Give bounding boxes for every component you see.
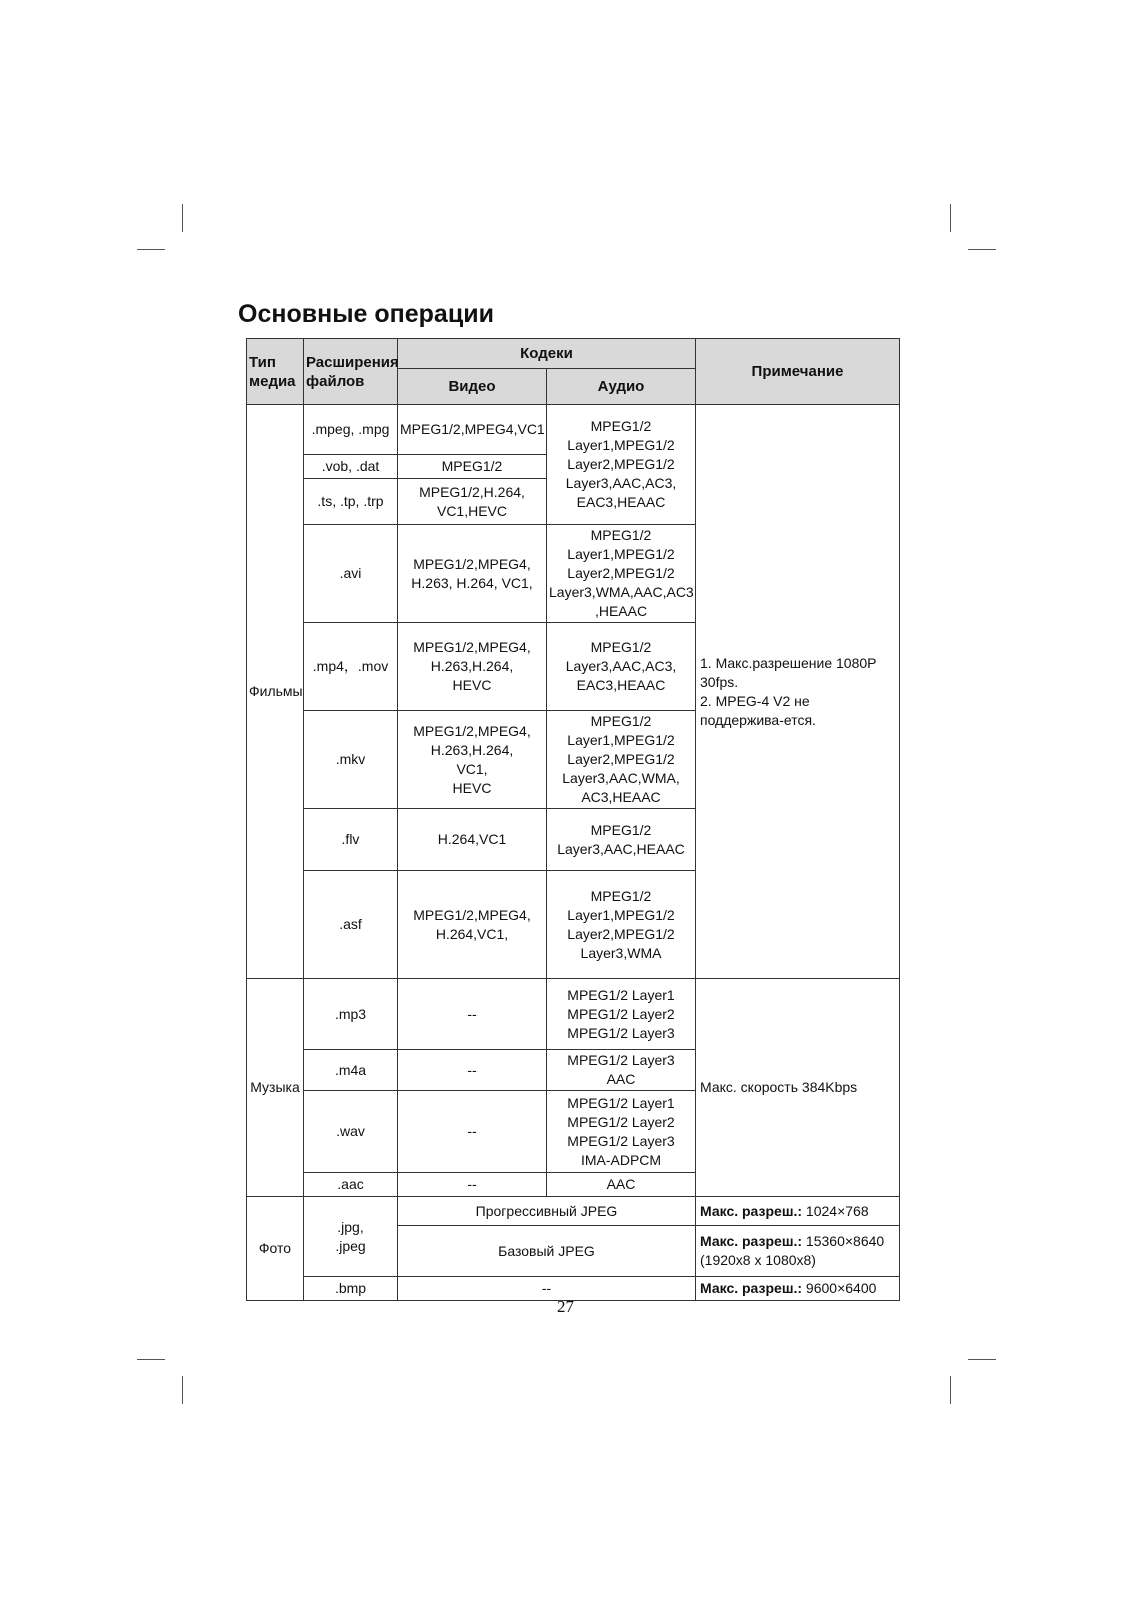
ext-cell: .bmp [304, 1277, 398, 1301]
header-video: Видео [398, 369, 547, 405]
movies-note: 1. Макс.разрешение 1080P 30fps. 2. MPEG-4 V2 не поддержива-ется. [696, 405, 900, 979]
crop-mark [968, 1359, 996, 1360]
max-res-value: 9600×6400 [802, 1280, 877, 1296]
video-cell: MPEG1/2,H.264, VC1,HEVC [398, 479, 547, 525]
ext-cell: .mp3 [304, 979, 398, 1050]
ext-cell: .wav [304, 1091, 398, 1173]
music-note: Макс. скорость 384Kbps [696, 979, 900, 1197]
video-cell: MPEG1/2,MPEG4, H.263,H.264, VC1, HEVC [398, 711, 547, 809]
audio-cell: MPEG1/2 Layer1,MPEG1/2 Layer2,MPEG1/2 Layer3,AAC,AC3, EAC3,HEAAC [547, 405, 696, 525]
video-cell: MPEG1/2,MPEG4,VC1 [398, 405, 547, 455]
ext-cell: .mkv [304, 711, 398, 809]
audio-cell: MPEG1/2 Layer1 MPEG1/2 Layer2 MPEG1/2 Layer3 [547, 979, 696, 1050]
video-cell: H.264,VC1 [398, 809, 547, 871]
video-cell: MPEG1/2,MPEG4, H.263,H.264, HEVC [398, 623, 547, 711]
crop-mark [182, 1376, 183, 1404]
max-res-label: Макс. разреш.: [700, 1233, 803, 1249]
crop-mark [137, 249, 165, 250]
crop-mark [950, 1376, 951, 1404]
video-cell: -- [398, 1091, 547, 1173]
crop-mark [950, 204, 951, 232]
page-number: 27 [557, 1297, 574, 1316]
photo-note [696, 1226, 900, 1277]
crop-mark [182, 204, 183, 232]
ext-cell: .ts, .tp, .trp [304, 479, 398, 525]
audio-cell: AAC [547, 1173, 696, 1197]
header-extensions: Расширения файлов [304, 339, 398, 405]
audio-cell: MPEG1/2 Layer3 AAC [547, 1050, 696, 1091]
header-audio: Аудио [547, 369, 696, 405]
video-cell: -- [398, 979, 547, 1050]
ext-cell: .vob, .dat [304, 455, 398, 479]
crop-mark [137, 1359, 165, 1360]
codec-table [246, 338, 900, 1301]
media-type-music: Музыка [247, 979, 304, 1197]
codec-cell: Базовый JPEG [398, 1226, 696, 1277]
header-media-type: Тип медиа [247, 339, 304, 405]
codec-cell: -- [398, 1277, 696, 1301]
header-note: Примечание [696, 339, 900, 405]
max-res-value: 1024×768 [802, 1202, 869, 1219]
ext-cell: .jpg, .jpeg [304, 1197, 398, 1277]
ext-cell: .mp4，.mov [304, 623, 398, 711]
header-codecs: Кодеки [398, 339, 696, 369]
video-cell: -- [398, 1050, 547, 1091]
ext-cell: .aac [304, 1173, 398, 1197]
codec-cell: Прогрессивный JPEG [398, 1197, 696, 1226]
video-cell: MPEG1/2,MPEG4, H.264,VC1, [398, 871, 547, 979]
video-cell: MPEG1/2,MPEG4, H.263, H.264, VC1, [398, 525, 547, 623]
ext-cell: .m4a [304, 1050, 398, 1091]
audio-cell: MPEG1/2 Layer1 MPEG1/2 Layer2 MPEG1/2 Layer3 IMA-ADPCM [547, 1091, 696, 1173]
max-res-label: Макс. разреш.: [700, 1280, 803, 1296]
audio-cell: MPEG1/2 Layer1,MPEG1/2 Layer2,MPEG1/2 Layer3,WMA [547, 871, 696, 979]
ext-cell: .asf [304, 871, 398, 979]
max-res-label: Макс. разреш.: [700, 1202, 803, 1219]
ext-cell: .avi [304, 525, 398, 623]
video-cell: MPEG1/2 [398, 455, 547, 479]
photo-note [696, 1197, 900, 1226]
audio-cell: MPEG1/2 Layer3,AAC,AC3, EAC3,HEAAC [547, 623, 696, 711]
ext-cell: .mpeg, .mpg [304, 405, 398, 455]
video-cell: -- [398, 1173, 547, 1197]
max-res-value: 15360×8640 (1920x8 x 1080x8) [700, 1233, 885, 1268]
page-title: Основные операции [238, 300, 494, 328]
media-type-movies: Фильмы [247, 405, 304, 979]
audio-cell: MPEG1/2 Layer1,MPEG1/2 Layer2,MPEG1/2 Layer3,WMA,AAC,AC3 ,HEAAC [547, 525, 696, 623]
ext-cell: .flv [304, 809, 398, 871]
crop-mark [968, 249, 996, 250]
audio-cell: MPEG1/2 Layer3,AAC,HEAAC [547, 809, 696, 871]
audio-cell: MPEG1/2 Layer1,MPEG1/2 Layer2,MPEG1/2 Layer3,AAC,WMA, AC3,HEAAC [547, 711, 696, 809]
media-type-photo: Фото [247, 1197, 304, 1301]
